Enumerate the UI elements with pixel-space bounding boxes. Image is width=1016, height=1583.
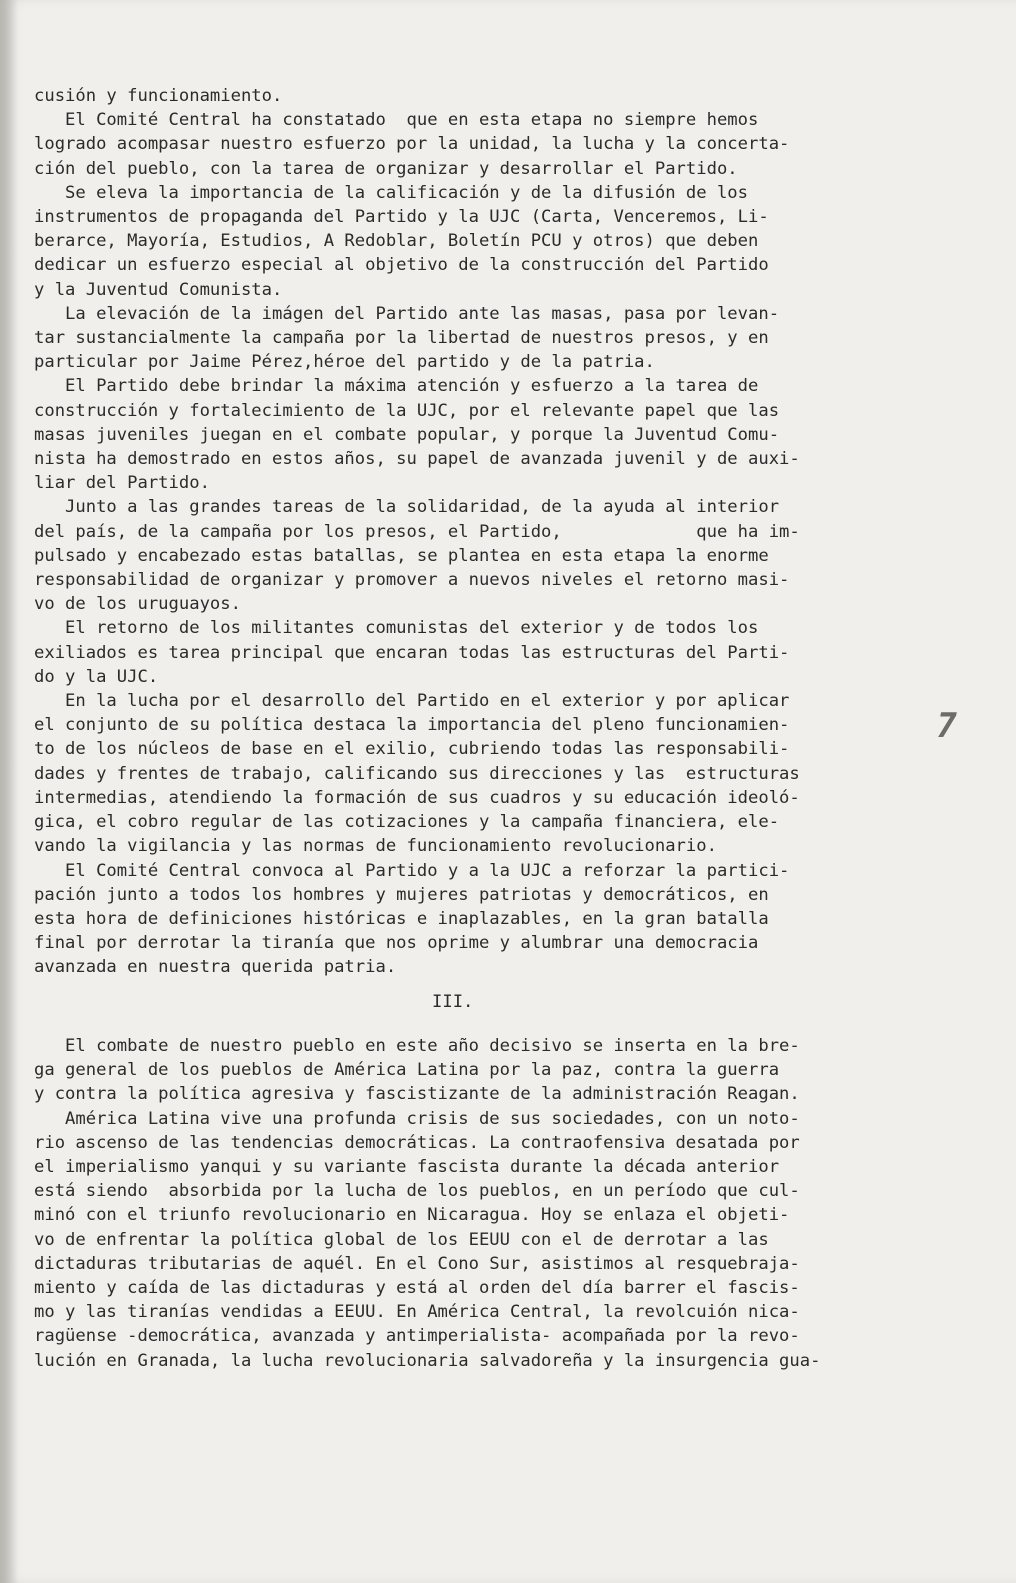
text-line: El Comité Central convoca al Partido y a la UJC a reforzar la partici- xyxy=(34,860,790,881)
text-line: mo y las tiranías vendidas a EEUU. En América Central, la revolcuión nica- xyxy=(34,1302,800,1323)
text-line: El combate de nuestro pueblo en este año decisivo se inserta en la bre- xyxy=(34,1036,800,1056)
text-line: construcción y fortalecimiento de la UJC, por el relevante papel que las xyxy=(34,400,780,421)
text-line: La elevación de la imágen del Partido ante las masas, pasa por levan- xyxy=(34,303,780,324)
text-line: y contra la política agresiva y fascistizante de la administración Reagan. xyxy=(34,1084,800,1105)
text-line: cusión y funcionamiento. xyxy=(34,86,283,106)
text-line: dedicar un esfuerzo especial al objetivo de la construcción del Partido xyxy=(34,255,769,276)
text-line: En la lucha por el desarrollo del Partido en el exterior y por aplicar xyxy=(34,691,790,712)
text-line: berarce, Mayoría, Estudios, A Redoblar, Boletín PCU y otros) que deben xyxy=(34,231,759,252)
text-line: instrumentos de propaganda del Partido y la UJC (Carta, Venceremos, Li- xyxy=(34,207,769,228)
text-line: minó con el triunfo revolucionario en Nicaragua. Hoy se enlaza el objeti- xyxy=(34,1205,790,1226)
text-line: ción del pueblo, con la tarea de organizar y desarrollar el Partido. xyxy=(34,158,738,179)
text-line: está siendo absorbida por la lucha de los pueblos, en un período que cul- xyxy=(34,1181,800,1202)
text-line: logrado acompasar nuestro esfuerzo por la unidad, la lucha y la concerta- xyxy=(34,134,790,155)
text-line: El Partido debe brindar la máxima atención y esfuerzo a la tarea de xyxy=(34,376,759,397)
text-line: el conjunto de su política destaca la importancia del pleno funcionamien- xyxy=(34,715,790,736)
text-line: esta hora de definiciones históricas e inaplazables, en la gran batalla xyxy=(34,908,769,929)
page-number: 7 xyxy=(931,706,961,746)
text-line: América Latina vive una profunda crisis de sus sociedades, con un noto- xyxy=(34,1108,800,1129)
text-line: pación junto a todos los hombres y mujeres patriotas y democráticos, en xyxy=(34,884,769,905)
text-line: responsabilidad de organizar y promover a nuevos niveles el retorno masi- xyxy=(34,570,790,591)
text-line: tar sustancialmente la campaña por la libertad de nuestros presos, y en xyxy=(34,328,769,349)
text-line: lución en Granada, la lucha revolucionaria salvadoreña y la insurgencia gua- xyxy=(34,1350,821,1371)
text-line: gica, el cobro regular de las cotizaciones y la campaña financiera, ele- xyxy=(34,812,780,833)
text-line: masas juveniles juegan en el combate popular, y porque la Juventud Comu- xyxy=(34,424,780,445)
text-line: ragüense -democrática, avanzada y antimperialista- acompañada por la revo- xyxy=(34,1326,800,1347)
text-line: vo de los uruguayos. xyxy=(34,594,241,615)
text-line: dictaduras tributarias de aquél. En el Cono Sur, asistimos al resquebraja- xyxy=(34,1253,800,1274)
text-line: miento y caída de las dictaduras y está al orden del día barrer el fascis- xyxy=(34,1278,800,1299)
text-line: final por derrotar la tiranía que nos oprime y alumbrar una democracia xyxy=(34,933,759,954)
section-two-text xyxy=(34,1034,964,1373)
text-line: Se eleva la importancia de la calificación y de la difusión de los xyxy=(34,182,748,203)
section-one-text xyxy=(34,84,964,980)
text-line: vo de enfrentar la política global de los EEUU con el de derrotar a las xyxy=(34,1229,769,1250)
text-line: do y la UJC. xyxy=(34,666,159,687)
text-line: Junto a las grandes tareas de la solidaridad, de la ayuda al interior xyxy=(34,497,780,518)
text-line: particular por Jaime Pérez,héroe del partido y de la patria. xyxy=(34,352,655,373)
text-line: vando la vigilancia y las normas de funcionamiento revolucionario. xyxy=(34,836,717,857)
text-line: el imperialismo yanqui y su variante fascista durante la década anterior xyxy=(34,1157,780,1178)
text-line: avanzada en nuestra querida patria. xyxy=(34,957,397,978)
text-line: to de los núcleos de base en el exilio, cubriendo todas las responsabili- xyxy=(34,739,790,760)
text-line: liar del Partido. xyxy=(34,473,210,494)
text-line: nista ha demostrado en estos años, su papel de avanzada juvenil y de auxi- xyxy=(34,449,800,470)
text-line: ga general de los pueblos de América Latina por la paz, contra la guerra xyxy=(34,1060,780,1081)
text-line: rio ascenso de las tendencias democráticas. La contraofensiva desatada por xyxy=(34,1132,800,1153)
text-line: exiliados es tarea principal que encaran todas las estructuras del Parti- xyxy=(34,642,790,663)
text-line: dades y frentes de trabajo, calificando sus direcciones y las estructuras xyxy=(34,763,800,784)
text-line: y la Juventud Comunista. xyxy=(34,279,283,300)
section-heading: III. xyxy=(432,992,474,1012)
text-line: El Comité Central ha constatado que en esta etapa no siempre hemos xyxy=(34,110,759,131)
text-line: intermedias, atendiendo la formación de sus cuadros y su educación ideoló- xyxy=(34,787,800,808)
text-line: El retorno de los militantes comunistas del exterior y de todos los xyxy=(34,618,759,639)
text-line: del país, de la campaña por los presos, el Partido, que ha im- xyxy=(34,521,800,542)
text-line: pulsado y encabezado estas batallas, se plantea en esta etapa la enorme xyxy=(34,545,769,566)
